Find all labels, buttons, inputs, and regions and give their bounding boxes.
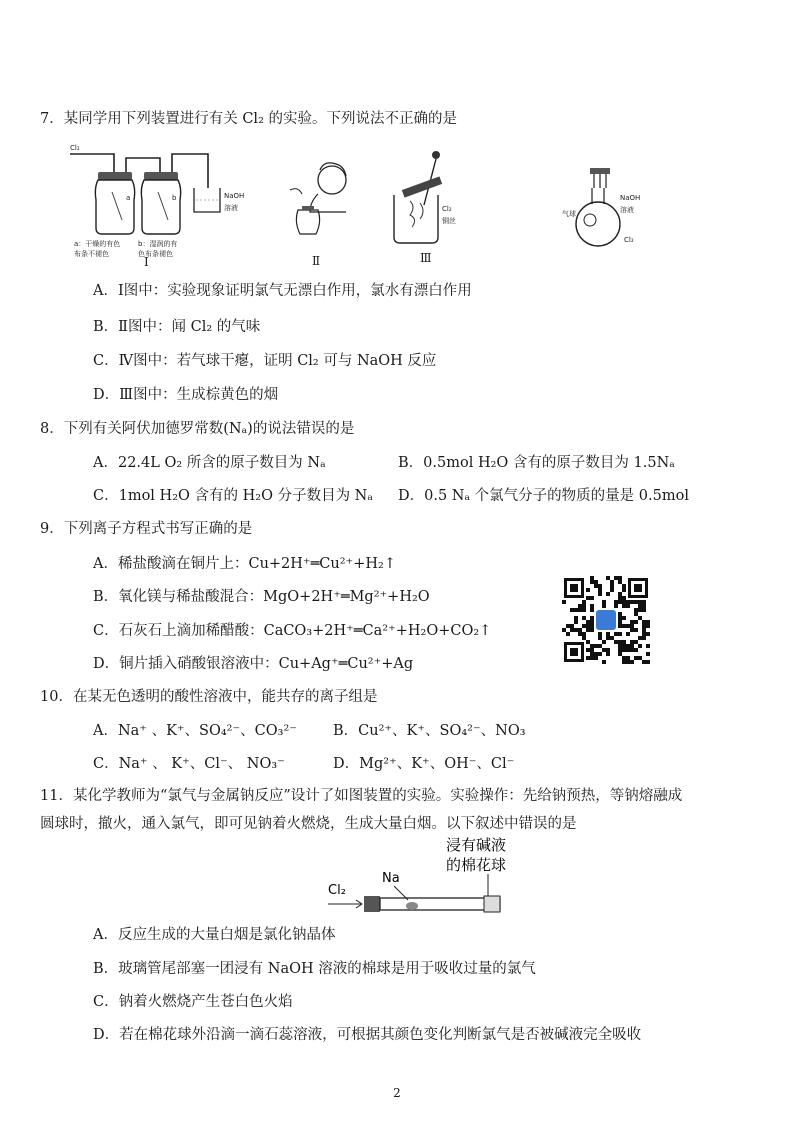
fig11-cotton-label-2: 的棉花球	[446, 856, 507, 874]
q7-option-d: D．Ⅲ图中：生成棕黄色的烟	[93, 387, 279, 403]
fig1-gas-label: Cl₂	[70, 144, 80, 152]
q9-option-b: B．氧化镁与稀盐酸混合：MgO+2H⁺═Mg²⁺+H₂O	[93, 589, 430, 605]
q11-stem-line2: 圆球时，撤火，通入氯气，即可见钠着火燃烧，生成大量白烟。以下叙述中错误的是	[40, 816, 577, 832]
fig11-cl2-label: Cl₂	[328, 883, 346, 898]
q10-option-d: D．Mg²⁺、K⁺、OH⁻、Cl⁻	[333, 756, 515, 772]
fig1-b-label: b	[172, 194, 177, 202]
q10-stem: 10．在某无色透明的酸性溶液中，能共存的离子组是	[40, 689, 378, 705]
fig1-naoh-label: NaOH	[224, 192, 245, 200]
q7-figure-2	[280, 150, 360, 268]
q7-figure-3	[380, 145, 490, 265]
q7-option-c: C．Ⅳ图中：若气球干瘪，证明 Cl₂ 可与 NaOH 反应	[93, 353, 437, 369]
q9-option-c: C．石灰石上滴加稀醋酸：CaCO₃+2H⁺═Ca²⁺+H₂O+CO₂↑	[93, 623, 492, 639]
q11-option-c: C．钠着火燃烧产生苍白色火焰	[93, 994, 293, 1010]
fig4-solution-label: 溶液	[620, 206, 634, 214]
q8-stem: 8．下列有关阿伏加德罗常数(Nₐ)的说法错误的是	[40, 421, 355, 437]
q10-option-a: A．Na⁺ 、K⁺、SO₄²⁻、CO₃²⁻	[93, 723, 297, 739]
q8-option-c: C．1mol H₂O 含有的 H₂O 分子数目为 Nₐ	[93, 488, 373, 504]
fig3-copper-label: 铜丝	[442, 217, 456, 225]
fig4-naoh-label: NaOH	[620, 194, 641, 202]
fig3-label: Ⅲ	[420, 251, 432, 265]
q10-option-b: B．Cu²⁺、K⁺、SO₄²⁻、NO₃	[333, 723, 526, 739]
fig11-cotton-label-1: 浸有碱液	[446, 836, 507, 854]
fig4-balloon-label: 气球	[562, 210, 576, 218]
q8-option-a: A．22.4L O₂ 所含的原子数目为 Nₐ	[93, 455, 326, 471]
fig1-solution-label: 溶液	[224, 204, 238, 212]
q8-option-d: D．0.5 Nₐ 个氯气分子的物质的量是 0.5mol	[398, 488, 689, 504]
q10-option-c: C．Na⁺ 、 K⁺、Cl⁻、 NO₃⁻	[93, 756, 285, 772]
q7-figure-1	[68, 140, 245, 270]
page-number: 2	[393, 1086, 401, 1100]
fig2-label: Ⅱ	[312, 254, 321, 268]
q8-option-b: B．0.5mol H₂O 含有的原子数目为 1.5Nₐ	[398, 455, 675, 471]
qr-code-icon	[562, 576, 650, 664]
fig4-cl2-label: Cl₂	[624, 236, 634, 244]
fig3-cl2-label: Cl₂	[442, 205, 452, 213]
q11-stem-line1: 11．某化学教师为“氯气与金属钠反应”设计了如图装置的实验。实验操作：先给钠预热，等钠熔融成	[40, 788, 683, 804]
q9-option-d: D．铜片插入硝酸银溶液中：Cu+Ag⁺═Cu²⁺+Ag	[93, 656, 414, 672]
fig1-a-label: a	[126, 194, 131, 202]
fig1-label: Ⅰ	[144, 255, 149, 269]
fig1-caption-a2: 布条不褪色	[74, 250, 109, 258]
q7-figure-4	[560, 160, 670, 255]
q11-apparatus-figure	[322, 834, 532, 918]
q9-stem: 9．下列离子方程式书写正确的是	[40, 521, 253, 537]
fig1-caption-b2: 色布条褪色	[138, 250, 173, 258]
fig11-na-label: Na	[382, 871, 400, 886]
q11-option-a: A．反应生成的大量白烟是氯化钠晶体	[93, 927, 336, 943]
q7-option-a: A．Ⅰ图中：实验现象证明氯气无漂白作用，氯水有漂白作用	[93, 283, 472, 299]
q7-option-b: B．Ⅱ图中：闻 Cl₂ 的气味	[93, 319, 261, 335]
q7-stem: 7．某同学用下列装置进行有关 Cl₂ 的实验。下列说法不正确的是	[40, 111, 457, 127]
q11-option-b: B．玻璃管尾部塞一团浸有 NaOH 溶液的棉球是用于吸收过量的氯气	[93, 961, 536, 977]
q11-option-d: D．若在棉花球外沿滴一滴石蕊溶液，可根据其颜色变化判断氯气是否被碱液完全吸收	[93, 1027, 642, 1043]
q9-option-a: A．稀盐酸滴在铜片上：Cu+2H⁺═Cu²⁺+H₂↑	[93, 556, 396, 572]
fig1-caption-a1: a：干燥的有色	[74, 240, 121, 248]
fig1-caption-b1: b：湿润的有	[138, 240, 178, 248]
